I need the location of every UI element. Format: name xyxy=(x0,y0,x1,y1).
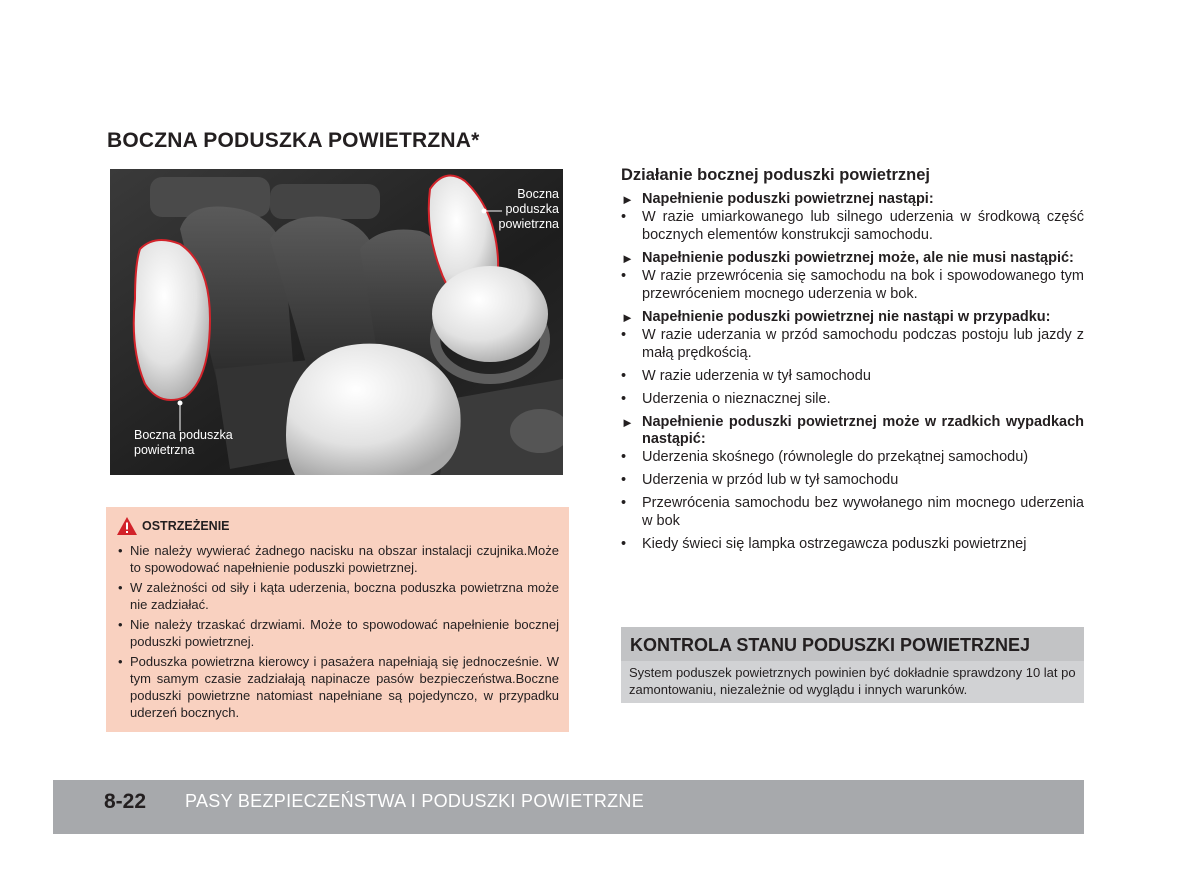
warning-item: • Nie należy trzaskać drzwiami. Może to spowodować napełnienie bocznej poduszki powietrznej. xyxy=(116,616,559,650)
list-item: • W razie uderzenia w tył samochodu xyxy=(621,367,1084,385)
list-item: • W razie przewrócenia się samochodu na bok i spowodowanego tym przewróceniem mocnego uderzenia w bok. xyxy=(621,267,1084,303)
condition-group xyxy=(621,191,1084,244)
inspection-title: KONTROLA STANU PODUSZKI POWIETRZNEJ xyxy=(621,627,1084,661)
list-item: • Kiedy świeci się lampka ostrzegawcza poduszki powietrznej xyxy=(621,535,1084,553)
arrow-bullet-icon: ► xyxy=(621,251,634,266)
group-title: ► Napełnienie poduszki powietrznej może w rzadkich wypadkach nastąpić: xyxy=(621,414,1084,447)
list-item: • Uderzenia skośnego (równolegle do przekątnej samochodu) xyxy=(621,448,1084,466)
arrow-bullet-icon: ► xyxy=(621,310,634,325)
operation-section xyxy=(621,166,1084,559)
figure-label-left: Boczna poduszka powietrzna xyxy=(134,428,233,457)
group-list xyxy=(621,326,1084,408)
airbag-illustration xyxy=(110,169,563,475)
arrow-bullet-icon: ► xyxy=(621,192,634,207)
arrow-bullet-icon: ► xyxy=(621,415,634,430)
condition-group xyxy=(621,414,1084,553)
figure-label-right: Boczna poduszka powietrzna xyxy=(498,187,559,231)
list-item: • Przewrócenia samochodu bez wywołanego nim mocnego uderzenia w bok xyxy=(621,494,1084,530)
group-title: ► Napełnienie poduszki powietrznej nastąpi: xyxy=(621,191,934,207)
list-item: • W razie umiarkowanego lub silnego uderzenia w środkową część bocznych elementów konstrukcji samochodu. xyxy=(621,208,1084,244)
group-list xyxy=(621,208,1084,244)
list-item: • Uderzenia o nieznacznej sile. xyxy=(621,390,1084,408)
warning-header xyxy=(116,516,559,536)
chapter-title: PASY BEZPIECZEŃSTWA I PODUSZKI POWIETRZNE xyxy=(185,791,645,811)
condition-group xyxy=(621,250,1084,303)
warning-item: • Nie należy wywierać żadnego nacisku na obszar instalacji czujnika.Może to spowodować napełnienie poduszki powietrznej. xyxy=(116,542,559,576)
warning-box xyxy=(106,507,569,732)
list-item: • W razie uderzania w przód samochodu podczas postoju lub jazdy z małą prędkością. xyxy=(621,326,1084,362)
group-list xyxy=(621,267,1084,303)
inspection-text: System poduszek powietrznych powinien być dokładnie sprawdzony 10 lat po zamontowaniu, niezależnie od wyglądu i innych warunków. xyxy=(629,665,1076,697)
warning-triangle-icon xyxy=(116,516,138,536)
section-heading: Działanie bocznej poduszki powietrznej xyxy=(621,166,930,184)
list-item: • Uderzenia w przód lub w tył samochodu xyxy=(621,471,1084,489)
page-number: 8-22 xyxy=(104,790,147,813)
group-title: ► Napełnienie poduszki powietrznej nie nastąpi w przypadku: xyxy=(621,309,1051,325)
group-title: ► Napełnienie poduszki powietrznej może, ale nie musi nastąpić: xyxy=(621,250,1074,266)
page-footer xyxy=(53,780,1084,834)
condition-group xyxy=(621,309,1084,408)
warning-item: • W zależności od siły i kąta uderzenia, boczna poduszka powietrzna może nie zadziałać. xyxy=(116,579,559,613)
inspection-box xyxy=(621,627,1084,703)
warning-list xyxy=(116,542,559,721)
page-title: BOCZNA PODUSZKA POWIETRZNA* xyxy=(107,129,480,152)
group-list xyxy=(621,448,1084,553)
warning-item: • Poduszka powietrzna kierowcy i pasażera napełniają się jednocześnie. W tym samym czasie zadziałają napinacze pasów bezpieczeństwa.Boczne poduszki powietrzne natomiast napełniane są pojedynczo, w przypadku uderzeń bocznych. xyxy=(116,653,559,721)
warning-title: OSTRZEŻENIE xyxy=(142,519,230,533)
